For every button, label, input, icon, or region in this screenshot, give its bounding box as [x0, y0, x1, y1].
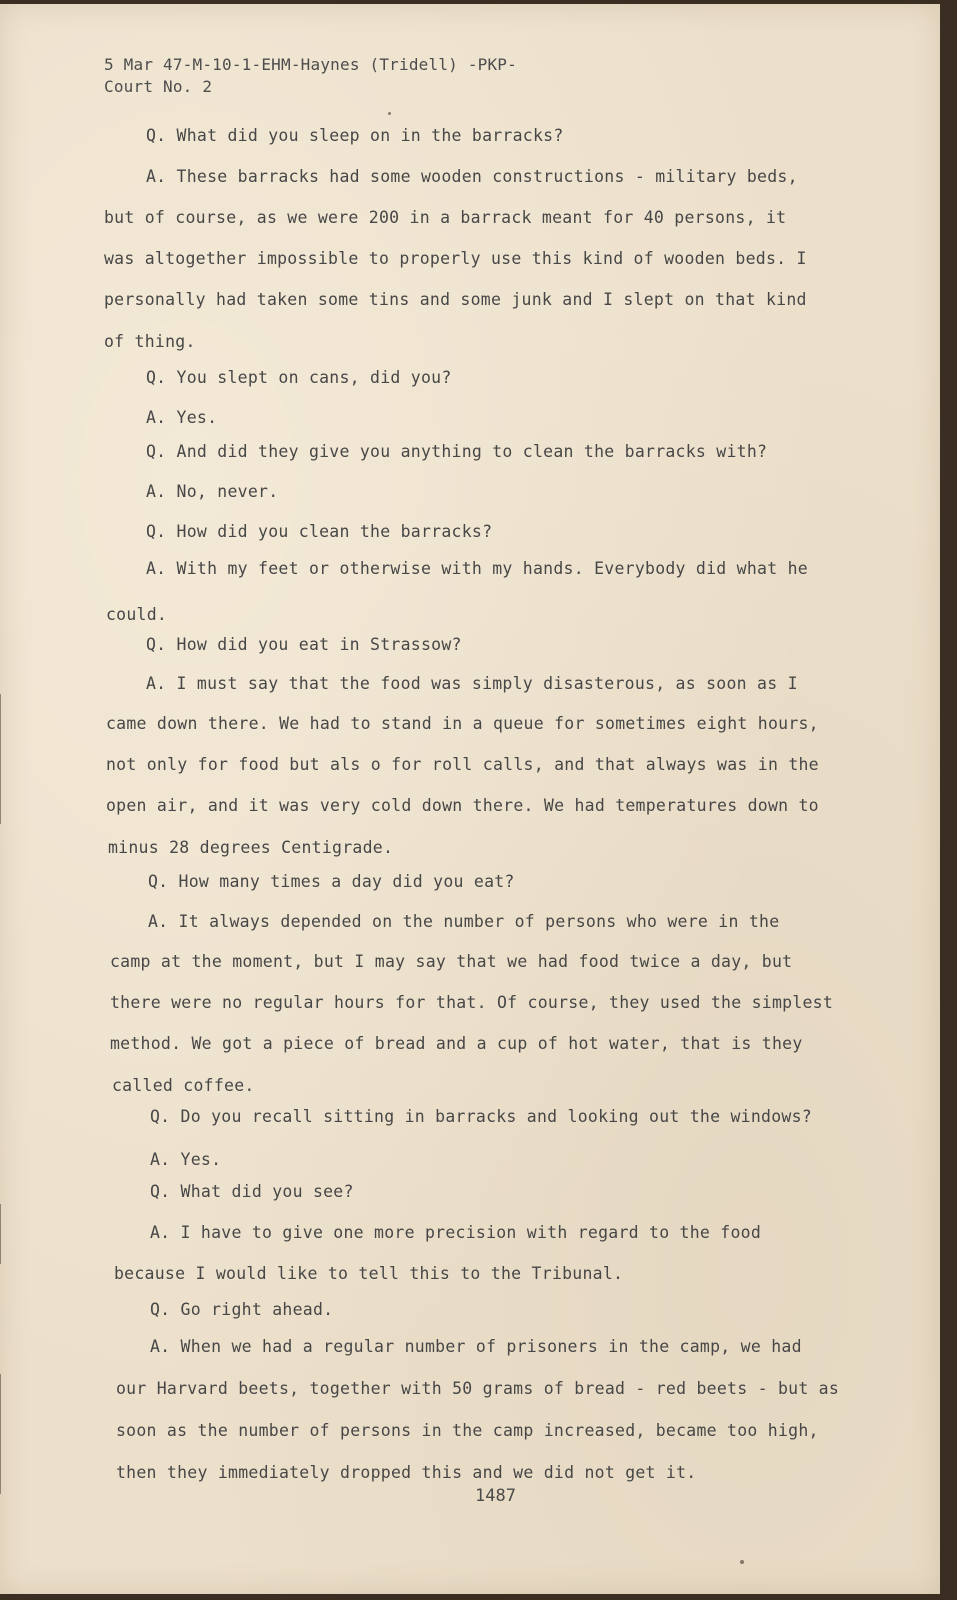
transcript-line: A. When we had a regular number of prisoners in the camp, we had: [150, 1337, 802, 1356]
transcript-line: minus 28 degrees Centigrade.: [108, 838, 394, 857]
transcript-line: A. I have to give one more precision with regard to the food: [150, 1223, 762, 1242]
transcript-line: of thing.: [104, 332, 196, 351]
transcript-line: was altogether impossible to properly use this kind of wooden beds. I: [104, 249, 807, 268]
header-court-line: Court No. 2: [104, 77, 213, 96]
transcript-line: A. With my feet or otherwise with my hands. Everybody did what he: [146, 559, 808, 578]
transcript-line: Q. And did they give you anything to clean the barracks with?: [146, 442, 768, 461]
transcript-line: Q. Go right ahead.: [150, 1300, 334, 1319]
transcript-line: A. No, never.: [146, 482, 279, 501]
transcript-line: Q. How did you clean the barracks?: [146, 522, 493, 541]
transcript-line: but of course, as we were 200 in a barrack meant for 40 persons, it: [104, 208, 787, 227]
transcript-line: then they immediately dropped this and we did not get it.: [116, 1463, 697, 1482]
transcript-line: A. I must say that the food was simply disasterous, as soon as I: [146, 674, 798, 693]
transcript-line: could.: [106, 605, 168, 624]
transcript-line: open air, and it was very cold down there. We had temperatures down to: [106, 796, 819, 815]
document-header: [104, 54, 517, 98]
transcript-line: A. These barracks had some wooden constructions - military beds,: [146, 167, 798, 186]
header-reference-line: 5 Mar 47-M-10-1-EHM-Haynes (Tridell) -PKP-: [104, 55, 517, 74]
transcript-line: Q. What did you sleep on in the barracks?: [146, 126, 564, 145]
binding-edge-mark: [0, 1374, 13, 1494]
transcript-line: our Harvard beets, together with 50 grams of bread - red beets - but as: [116, 1379, 840, 1398]
transcript-line: soon as the number of persons in the camp increased, became too high,: [116, 1421, 819, 1440]
transcript-line: there were no regular hours for that. Of course, they used the simplest: [110, 993, 834, 1012]
transcript-line: called coffee.: [112, 1076, 255, 1095]
transcript-line: A. It always depended on the number of persons who were in the: [148, 912, 780, 931]
transcript-line: A. Yes.: [146, 408, 218, 427]
transcript-line: personally had taken some tins and some junk and I slept on that kind: [104, 290, 807, 309]
transcript-line: Q. How many times a day did you eat?: [148, 872, 515, 891]
paper-speck: [388, 112, 391, 115]
transcript-line: A. Yes.: [150, 1150, 222, 1169]
transcript-line: Q. Do you recall sitting in barracks and looking out the windows?: [150, 1107, 812, 1126]
transcript-line: method. We got a piece of bread and a cup of hot water, that is they: [110, 1034, 803, 1053]
paper-speck: [740, 1560, 744, 1564]
binding-edge-mark: [0, 1204, 13, 1264]
binding-edge-mark: [0, 694, 13, 824]
transcript-line: because I would like to tell this to the Tribunal.: [114, 1264, 624, 1283]
transcript-line: Q. You slept on cans, did you?: [146, 368, 452, 387]
transcript-line: Q. How did you eat in Strassow?: [146, 635, 462, 654]
page-number: 1487: [475, 1486, 516, 1506]
transcript-line: Q. What did you see?: [150, 1182, 354, 1201]
transcript-line: not only for food but als o for roll calls, and that always was in the: [106, 755, 819, 774]
transcript-line: camp at the moment, but I may say that we had food twice a day, but: [110, 952, 793, 971]
transcript-line: came down there. We had to stand in a queue for sometimes eight hours,: [106, 714, 819, 733]
document-page: [0, 4, 940, 1594]
